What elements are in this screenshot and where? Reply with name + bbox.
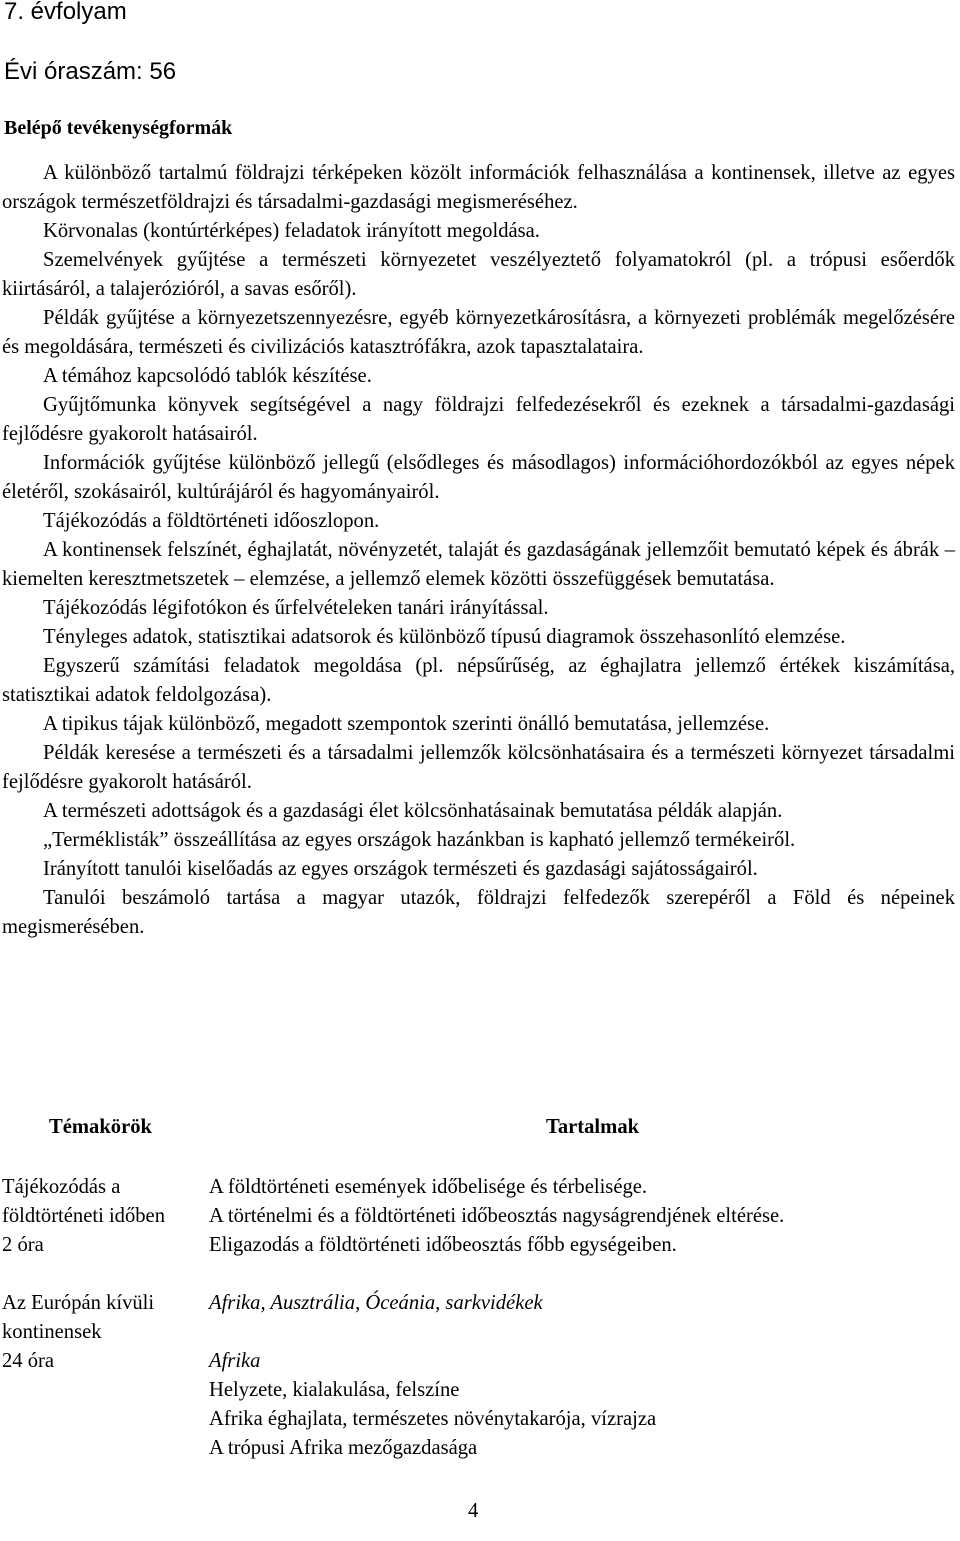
paragraph: A témához kapcsolódó tablók készítése.	[43, 365, 372, 387]
paragraph: Szemelvények gyűjtése a természeti környezetet veszélyeztető folyamatokról (pl. a trópusi esőerdők kiirtásáról, a talajerózióról, a savas esőről).	[2, 249, 955, 300]
topic-title-line: Az Európán kívüli	[2, 1292, 155, 1314]
paragraph: A tipikus tájak különböző, megadott szempontok szerinti önálló bemutatása, jellemzése.	[43, 713, 770, 735]
paragraph: Körvonalas (kontúrtérképes) feladatok irányított megoldása.	[43, 220, 540, 242]
topic-title-line: kontinensek	[2, 1321, 102, 1343]
content-line: Helyzete, kialakulása, felszíne	[209, 1379, 460, 1401]
topic-hours: 24 óra	[2, 1350, 55, 1372]
paragraph: Irányított tanulói kiselőadás az egyes országok természeti és gazdasági sajátosságairól.	[43, 858, 758, 880]
content-line: Afrika éghajlata, természetes növénytakarója, vízrajza	[209, 1408, 657, 1430]
topic-content	[209, 1289, 949, 1463]
content-spacer	[209, 1318, 949, 1347]
paragraph: A különböző tartalmú földrajzi térképeken közölt információk felhasználása a kontinensek, illetve az egyes országok természetföldrajzi és társadalmi-gazdasági megismeréséhez.	[2, 162, 955, 213]
topic-content	[209, 1173, 949, 1260]
topic-hours: 2 óra	[2, 1234, 44, 1256]
content-line: Afrika	[209, 1350, 261, 1372]
content-line: Afrika, Ausztrália, Óceánia, sarkvidékek	[209, 1292, 543, 1314]
topics-header: Témakörök	[49, 1116, 152, 1138]
paragraph: Tájékozódás a földtörténeti időoszlopon.	[43, 510, 380, 532]
page-heading: 7. évfolyam	[4, 0, 127, 25]
page-number: 4	[468, 1500, 479, 1522]
paragraph: Tájékozódás légifotókon és űrfelvételeken tanári irányítással.	[43, 597, 549, 619]
paragraph: Gyűjtőmunka könyvek segítségével a nagy földrajzi felfedezésekről és ezeknek a társadalmi-gazdasági fejlődésre gyakorolt hatásairól.	[2, 394, 955, 445]
paragraph: Egyszerű számítási feladatok megoldása (pl. népsűrűség, az éghajlatra jellemző értékek kiszámítása, statisztikai adatok feldolgozása).	[2, 655, 955, 706]
paragraph: A természeti adottságok és a gazdasági élet kölcsönhatásainak bemutatása példák alapján.	[43, 800, 783, 822]
content-line: A trópusi Afrika mezőgazdasága	[209, 1437, 478, 1459]
paragraph: Tényleges adatok, statisztikai adatsorok és különböző típusú diagramok összehasonlító elemzése.	[43, 626, 846, 648]
topic-title-line: földtörténeti időben	[2, 1205, 165, 1227]
topic-title	[2, 1289, 202, 1376]
paragraph: Példák keresése a természeti és a társadalmi jellemzők kölcsönhatásaira és a természeti környezet társadalmi fejlődésre gyakorolt hatásáról.	[2, 742, 955, 793]
paragraph: „Terméklisták” összeállítása az egyes országok hazánkban is kapható jellemző termékeiről.	[43, 829, 796, 851]
content-line: Eligazodás a földtörténeti időbeosztás főbb egységeiben.	[209, 1234, 677, 1256]
topic-title-line: Tájékozódás a	[2, 1176, 121, 1198]
content-line: A földtörténeti események időbelisége és térbelisége.	[209, 1176, 648, 1198]
content-line: A történelmi és a földtörténeti időbeosztás nagyságrendjének eltérése.	[209, 1205, 785, 1227]
topic-title	[2, 1173, 202, 1260]
paragraph: Tanulói beszámoló tartása a magyar utazók, földrajzi felfedezők szerepéről a Föld és népeinek megismerésében.	[2, 887, 955, 938]
contents-header: Tartalmak	[546, 1116, 640, 1138]
section-title: Belépő tevékenységformák	[4, 117, 233, 139]
annual-hours: Évi óraszám: 56	[4, 58, 177, 85]
paragraph: A kontinensek felszínét, éghajlatát, növényzetét, talaját és gazdaságának jellemzőit bemutató képek és ábrák – kiemelten keresztmetszetek – elemzése, a jellemző elemek közötti összefüggések bemutatása.	[2, 539, 955, 590]
activity-paragraphs	[2, 159, 955, 942]
paragraph: Példák gyűjtése a környezetszennyezésre, egyéb környezetkárosításra, a környezeti problémák megelőzésére és megoldására, természeti és civilizációs katasztrófákra, azok tapasztalataira.	[2, 307, 955, 358]
paragraph: Információk gyűjtése különböző jellegű (elsődleges és másodlagos) információhordozókból az egyes népek életéről, szokásairól, kultúrájáról és hagyományairól.	[2, 452, 955, 503]
